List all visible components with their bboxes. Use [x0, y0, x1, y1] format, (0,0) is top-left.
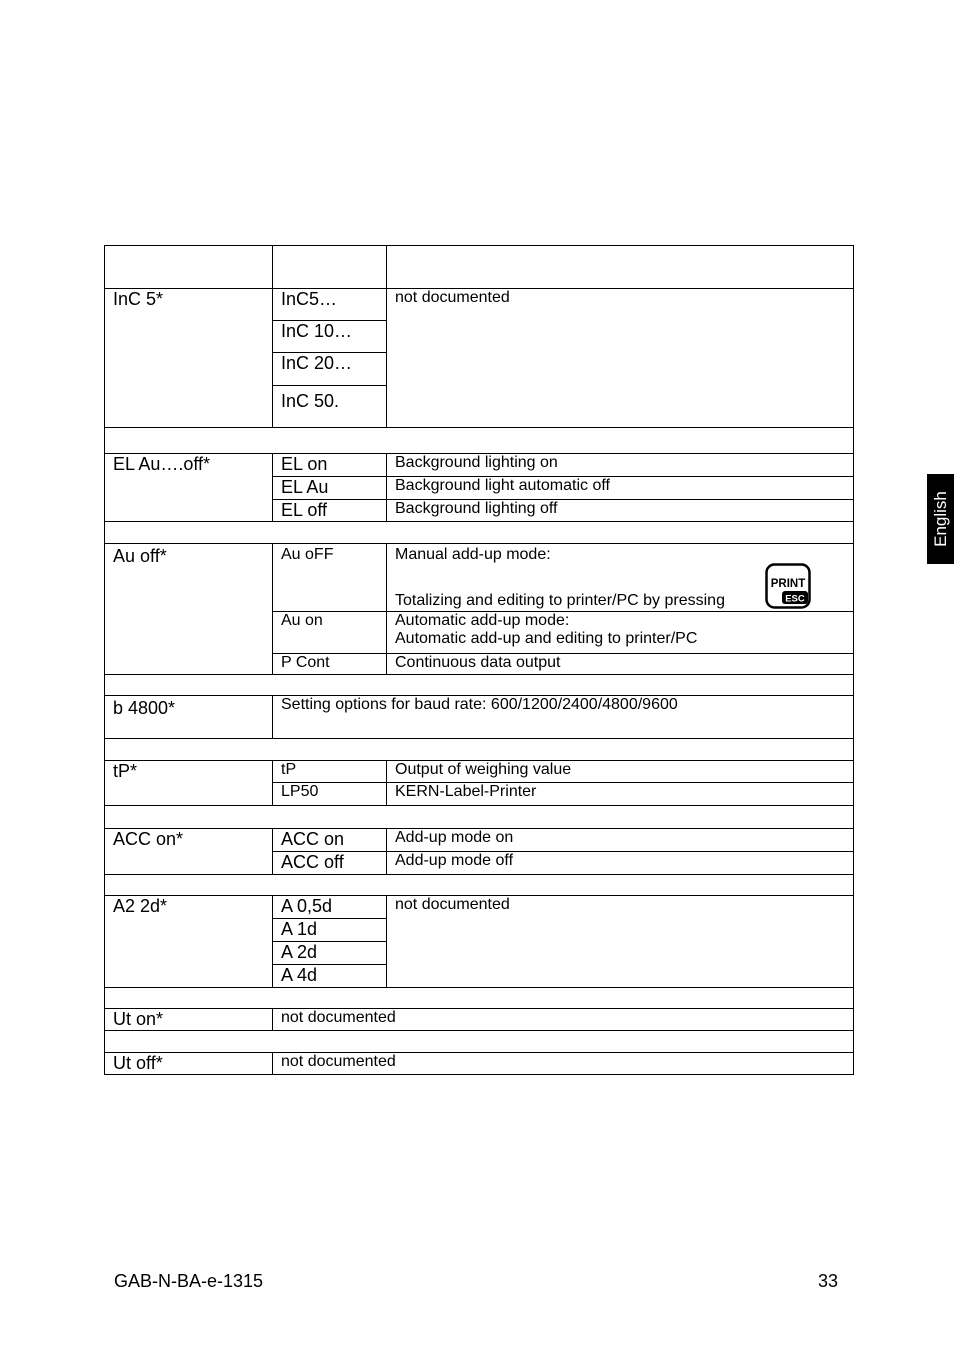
option-cell: A 2d	[273, 941, 387, 964]
option-cell: ACC off	[273, 851, 387, 874]
footer-doc-id: GAB-N-BA-e-1315	[114, 1271, 264, 1291]
separator-cell	[105, 428, 854, 454]
option-cell: InC 50.	[273, 386, 387, 428]
separator-cell	[105, 874, 854, 895]
description-cell: not documented	[273, 1008, 854, 1030]
separator-cell	[105, 987, 854, 1008]
description-line: Manual add-up mode:	[395, 546, 551, 563]
param-ut-on: Ut on*	[105, 1008, 273, 1030]
description-cell	[387, 611, 854, 653]
separator-row	[105, 805, 854, 828]
separator-row	[105, 987, 854, 1008]
settings-table	[104, 245, 854, 1075]
footer-page-number: 33	[818, 1271, 839, 1291]
param-acc: ACC on*	[105, 828, 273, 874]
header-cell	[105, 246, 273, 289]
table-row	[105, 895, 854, 918]
print-key-label: PRINT	[770, 578, 806, 590]
separator-row	[105, 738, 854, 760]
description-cell: Background lighting on	[387, 454, 854, 477]
separator-row	[105, 522, 854, 544]
language-tab-label: English	[930, 491, 950, 547]
description-cell: KERN-Label-Printer	[387, 782, 854, 805]
separator-row	[105, 874, 854, 895]
option-cell: P Cont	[273, 653, 387, 674]
description-cell: Background light automatic off	[387, 477, 854, 500]
table-row	[105, 544, 854, 612]
option-cell: InC5…	[273, 289, 387, 321]
separator-cell	[105, 522, 854, 544]
print-esc-key-icon	[765, 563, 811, 609]
table-row	[105, 1008, 854, 1030]
option-cell: EL off	[273, 500, 387, 522]
description-cell: not documented	[273, 1052, 854, 1074]
option-cell: A 0,5d	[273, 895, 387, 918]
param-a2: A2 2d*	[105, 895, 273, 987]
param-baud: b 4800*	[105, 695, 273, 738]
separator-row	[105, 1030, 854, 1052]
option-cell: EL on	[273, 454, 387, 477]
separator-cell	[105, 738, 854, 760]
option-cell: LP50	[273, 782, 387, 805]
param-tp: tP*	[105, 760, 273, 805]
table-row	[105, 454, 854, 477]
table-row	[105, 760, 854, 782]
header-cell	[387, 246, 854, 289]
option-cell: tP	[273, 760, 387, 782]
option-cell: InC 10…	[273, 321, 387, 353]
description-cell: Add-up mode off	[387, 851, 854, 874]
description-cell: Background lighting off	[387, 500, 854, 522]
table-row	[105, 1052, 854, 1074]
description-line: Automatic add-up mode:	[395, 611, 570, 629]
table-row	[105, 695, 854, 738]
description-cell: Add-up mode on	[387, 828, 854, 851]
option-cell: Au oFF	[273, 544, 387, 612]
esc-key-label: ESC	[785, 593, 805, 605]
param-inc: InC 5*	[105, 289, 273, 428]
description-cell: Output of weighing value	[387, 760, 854, 782]
option-cell: EL Au	[273, 477, 387, 500]
option-cell: InC 20…	[273, 353, 387, 386]
description-line: Totalizing and editing to printer/PC by pressing	[395, 592, 725, 610]
description-cell: not documented	[387, 289, 854, 428]
description-cell: Continuous data output	[387, 653, 854, 674]
separator-cell	[105, 674, 854, 695]
separator-cell	[105, 805, 854, 828]
description-line: Automatic add-up and editing to printer/PC	[395, 630, 698, 648]
table-row	[105, 828, 854, 851]
language-tab[interactable]	[927, 474, 954, 564]
table-header-row	[105, 246, 854, 289]
separator-row	[105, 674, 854, 695]
separator-row	[105, 428, 854, 454]
separator-cell	[105, 1030, 854, 1052]
description-cell: not documented	[387, 895, 854, 987]
param-au: Au off*	[105, 544, 273, 675]
table-row	[105, 289, 854, 321]
param-ut-off: Ut off*	[105, 1052, 273, 1074]
option-cell: A 4d	[273, 964, 387, 987]
option-cell: Au on	[273, 611, 387, 653]
description-cell: Setting options for baud rate: 600/1200/2400/4800/9600	[273, 695, 854, 738]
header-cell	[273, 246, 387, 289]
option-cell: ACC on	[273, 828, 387, 851]
param-el: EL Au….off*	[105, 454, 273, 522]
option-cell: A 1d	[273, 918, 387, 941]
